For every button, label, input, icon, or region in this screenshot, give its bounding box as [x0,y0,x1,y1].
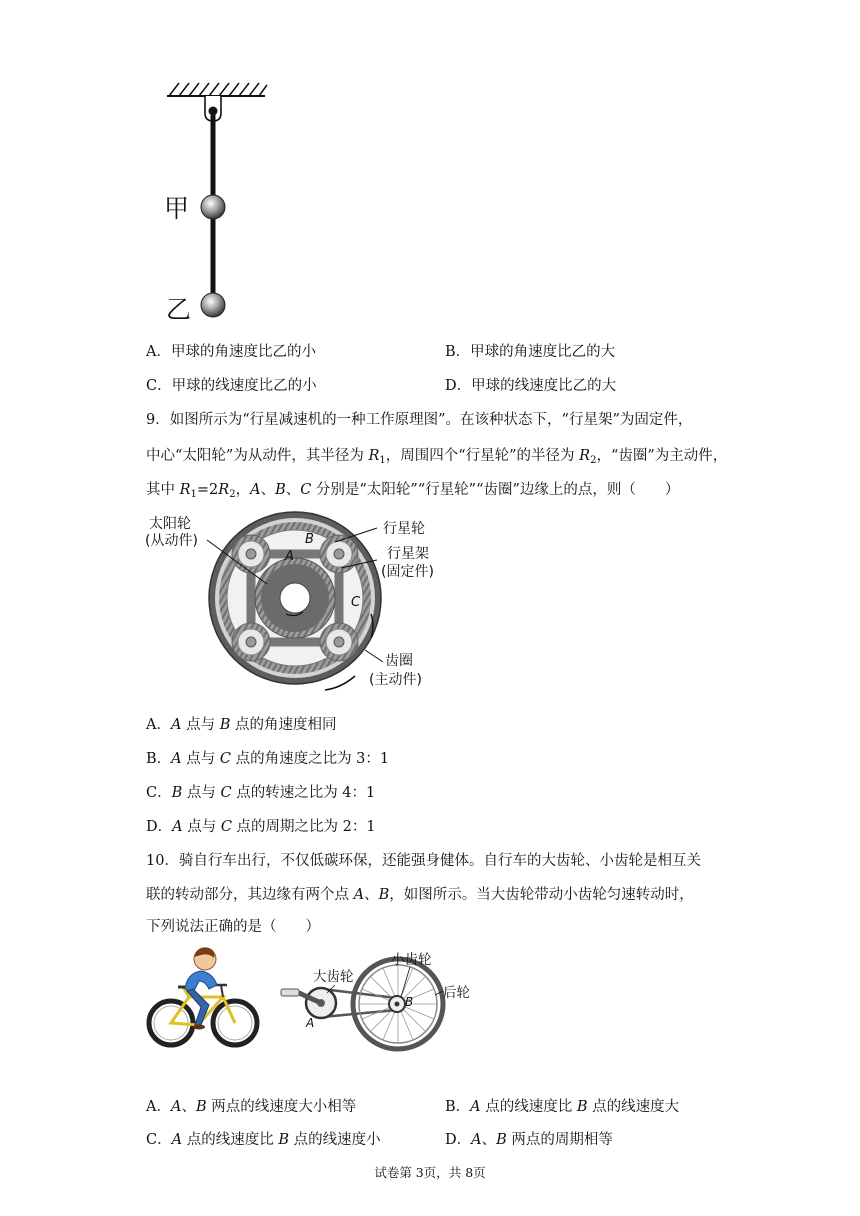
q9-stem-line3 [146,480,679,505]
bicycle-gear-figure [275,945,490,1060]
q9-option-d [146,817,376,837]
label-planet-gear: 行星轮 [383,521,425,537]
q8-option-d: D．甲球的线速度比乙的大 [445,378,617,394]
q9-option-c [146,783,375,803]
q9-text: ，“齿圈”为主动件， [596,448,728,464]
label-point-c: C [351,595,361,610]
leader-small-gear [401,967,410,997]
q10-text: ，如图所示。当大齿轮带动小齿轮匀速转动时， [389,887,694,903]
label-jia: 甲 [164,194,190,223]
label-point-a: A [285,549,294,564]
point-label: B [496,1132,507,1148]
var-r2: R [218,482,230,498]
option-letter: D． [445,1132,472,1148]
var-r2: R [579,448,591,464]
ball-jia [201,195,225,219]
option-text: 点的转速之比为 4：1 [231,785,376,801]
point-c: C [300,482,312,498]
option-letter: A． [146,717,171,733]
label-small-gear: 小齿轮 [391,952,432,968]
point-label: A [172,819,183,835]
page-footer: 试卷第 3页，共 8页 [374,1165,486,1180]
option-text: 点的角速度之比为 3：1 [230,751,390,767]
q9-text: =2 [196,482,219,498]
point-label: A [170,1099,182,1115]
small-gear-hub [395,1002,400,1007]
q10-option-d [445,1130,613,1150]
ceiling-hatch [167,83,267,96]
point-a: A [353,887,365,903]
point-label: B [576,1099,588,1115]
option-text: 两点的线速度大小相等 [206,1099,357,1115]
q10-option-c [146,1130,381,1150]
option-text: 点与 [181,717,220,733]
q10-option-a [146,1097,356,1117]
option-text: 点与 [182,785,221,801]
q10-text: 、 [364,887,379,903]
option-text: 点的线速度比 [182,1132,279,1148]
point-label: C [220,819,232,835]
q9-option-a [146,715,336,735]
option-text: 点的线速度比 [480,1099,577,1115]
var-r2-sub: 2 [590,455,597,466]
var-r1: R [368,448,380,464]
point-label: B [195,1099,207,1115]
label-big-gear: 大齿轮 [313,969,354,985]
option-text: 点的线速度小 [288,1132,381,1148]
option-text: 点的角速度相同 [230,717,337,733]
label-carrier: 行星架 [387,546,429,562]
var-r2-sub: 2 [229,489,236,500]
option-text: 、 [481,1132,497,1148]
option-text: 点的线速度大 [587,1099,680,1115]
point-label: A [470,1099,481,1115]
pendulum-figure [150,75,280,330]
q8-option-c: C．甲球的线速度比乙的小 [146,378,317,394]
option-text: 点与 [181,751,220,767]
option-letter: D． [146,819,173,835]
option-letter: C． [146,785,172,801]
point-label: C [219,751,231,767]
option-letter: C． [146,1132,172,1148]
option-letter: B． [146,751,172,767]
label-ring-gear: 齿圈 [385,653,413,669]
pedal [281,989,299,996]
q9-stem-line1: 9．如图所示为“行星减速机的一种工作原理图”。在该种状态下，“行星架”为固定件， [146,412,693,428]
label-carrier-role: (固定件) [381,564,434,580]
point-label: A [471,1132,482,1148]
label-sun-gear-role: (从动件) [145,533,198,549]
ball-yi [201,293,225,317]
var-r1: R [179,482,191,498]
point-a: A [250,482,261,498]
q9-text: 中心“太阳轮”为从动件，其半径为 [146,448,369,464]
q10-stem-line3: 下列说法正确的是（ ） [146,919,320,935]
sun-gear-hole [280,583,310,613]
q10-option-b [445,1097,679,1117]
label-ring-gear-role: (主动件) [369,672,422,688]
q9-text: 、 [285,482,301,498]
point-label: A [171,1132,183,1148]
label-point-a: A [306,1016,315,1030]
q9-text: 分别是“太阳轮”“行星轮”“齿圈”边缘上的点，则（ ） [311,482,680,498]
q10-text: 联的转动部分，其边缘有两个点 [146,887,354,903]
option-text: 点的周期之比为 2：1 [231,819,376,835]
option-text: 点与 [182,819,221,835]
q9-text: 其中 [146,482,180,498]
q9-text: 、 [260,482,276,498]
point-b: B [378,887,390,903]
q9-stem-line2 [146,446,727,471]
point-label: B [219,717,231,733]
planetary-gear-figure [145,510,465,702]
label-rear-wheel: 后轮 [443,985,470,1001]
option-text: 、 [181,1099,196,1115]
point-label: C [220,785,232,801]
q9-text: ，周围四个“行星轮”的半径为 [385,448,580,464]
option-letter: B． [445,1099,471,1115]
q8-option-a: A．甲球的角速度比乙的小 [146,344,316,360]
label-yi: 乙 [166,295,192,324]
q10-stem-line1: 10．骑自行车出行，不仅低碳环保，还能强身健体。自行车的大齿轮、小齿轮是相互关 [146,853,701,869]
point-label: B [278,1132,289,1148]
leader-ring [365,650,383,662]
point-label: A [171,751,182,767]
point-b: B [275,482,286,498]
q9-text: ， [235,482,251,498]
label-sun-gear: 太阳轮 [149,516,191,532]
q8-option-b: B．甲球的角速度比乙的大 [445,344,616,360]
var-r1-sub: 1 [190,489,197,500]
pivot-pin [209,107,218,116]
q9-option-b [146,749,389,769]
var-r1-sub: 1 [379,455,386,466]
label-point-b: B [405,995,414,1009]
cyclist-figure [143,945,263,1050]
option-text: 两点的周期相等 [506,1132,613,1148]
rotation-arrow-ring-outer [325,676,355,690]
point-label: A [170,717,182,733]
label-point-b: B [305,532,314,547]
q10-stem-line2 [146,885,694,905]
option-letter: A． [146,1099,171,1115]
point-label: B [171,785,183,801]
